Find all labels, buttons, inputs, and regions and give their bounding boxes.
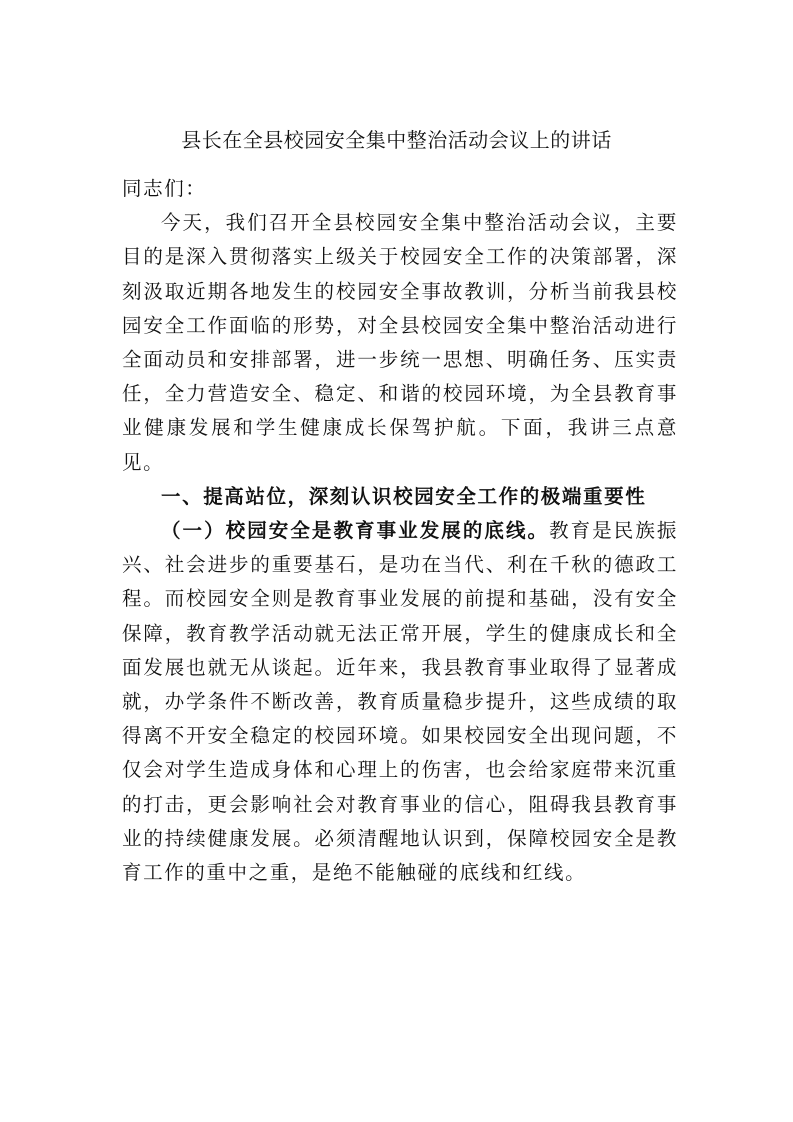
document-body (122, 172, 678, 890)
intro-paragraph: 今天，我们召开全县校园安全集中整治活动会议，主要目的是深入贯彻落实上级关于校园安全工作的决策部署，深刻汲取近期各地发生的校园安全事故教训，分析当前我县校园安全工作面临的形势，对全县校园安全集中整治活动进行全面动员和安排部署，进一步统一思想、明确任务、压实责任，全力营造安全、稳定、和谐的校园环境，为全县教育事业健康发展和学生健康成长保驾护航。下面，我讲三点意见。 (122, 211, 678, 474)
document-title: 县长在全县校园安全集中整治活动会议上的讲话 (181, 128, 612, 152)
salutation: 同志们： (122, 177, 207, 200)
subsection-body-1: 教育是民族振兴、社会进步的重要基石，是功在当代、利在千秋的德政工程。而校园安全则是教育事业发展的前提和基础，没有安全保障，教育教学活动就无法正常开展，学生的健康成长和全面发展也就无从谈起。近年来，我县教育事业取得了显著成就，办学条件不断改善，教育质量稳步提升，这些成绩的取得离不开安全稳定的校园环境。如果校园安全出现问题，不仅会对学生造成身体和心理上的伤害，也会给家庭带来沉重的打击，更会影响社会对教育事业的信心，阻碍我县教育事业的持续健康发展。必须清醒地认识到，保障校园安全是教育工作的重中之重，是绝不能触碰的底线和红线。 (122, 519, 678, 885)
subsection-lead-1: （一）校园安全是教育事业发展的底线。 (161, 519, 550, 543)
section-heading-1: 一、提高站位，深刻认识校园安全工作的极端重要性 (161, 484, 647, 508)
subsection-paragraph-1 (122, 514, 678, 890)
